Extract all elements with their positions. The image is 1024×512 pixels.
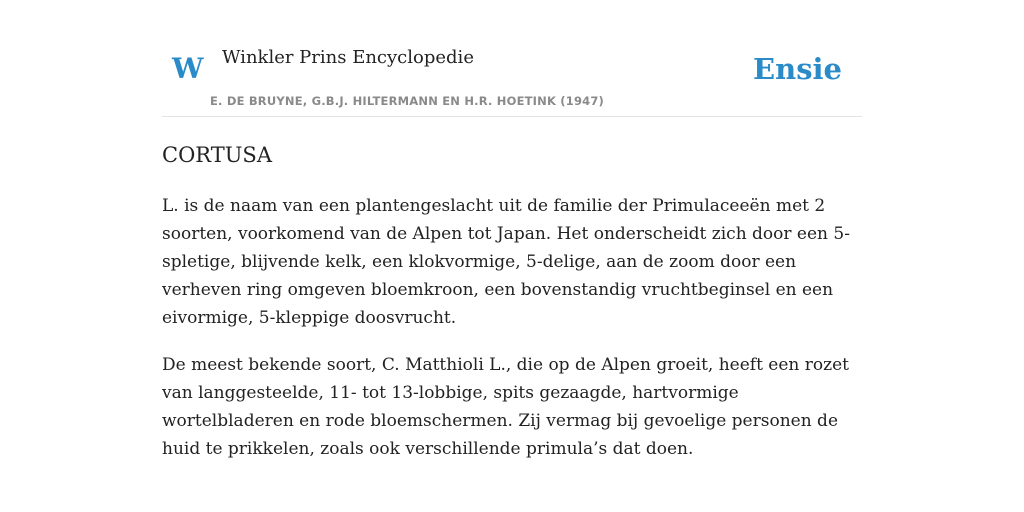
source-title-link[interactable]: Winkler Prins Encyclopedie: [222, 47, 474, 68]
entry-paragraph: L. is de naam van een plantengeslacht uit de familie der Primulaceeën met 2 soorten, voorkomend van de Alpen tot Japan. Het onderscheidt zich door een 5-spletige, blijvende kelk, een klokvormige, 5-delige, aan de zoom door een verheven ring omgeven bloemkroon, een bovenstandig vruchtbeginsel en een eivormige, 5-kleppige doosvrucht.: [162, 196, 850, 328]
source-logo[interactable]: W: [172, 52, 204, 85]
source-header: [162, 0, 862, 117]
ensie-logo[interactable]: Ensie: [753, 52, 842, 86]
source-authors: E. DE BRUYNE, G.B.J. HILTERMANN EN H.R. HOETINK (1947): [210, 94, 605, 108]
article-page: [162, 0, 862, 512]
entry-title: CORTUSA: [162, 143, 272, 167]
entry-paragraph: De meest bekende soort, C. Matthioli L., die op de Alpen groeit, heeft een rozet van langgesteelde, 11- tot 13-lobbige, spits gezaagde, hartvormige wortelbladeren en rode bloemschermen. Zij vermag bij gevoelige personen de huid te prikkelen, zoals ook verschillende primula’s dat doen.: [162, 355, 849, 459]
